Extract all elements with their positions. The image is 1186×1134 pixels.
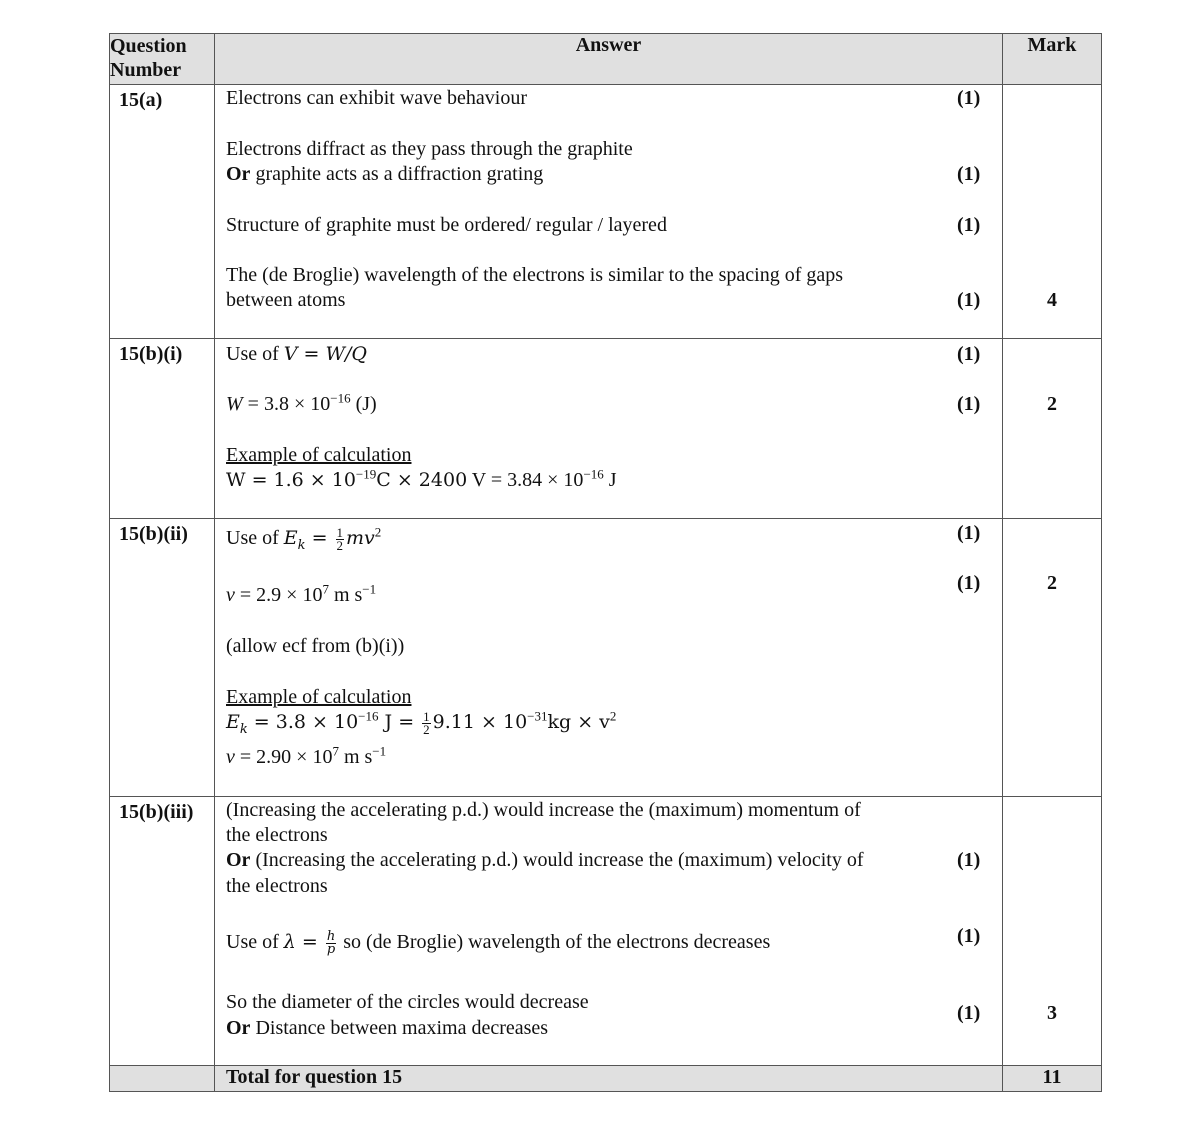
answer-line: Or Distance between maxima decreases [226, 1017, 549, 1039]
answer-text: graphite acts as a diffraction grating [250, 163, 544, 185]
answer-cell [215, 85, 1003, 339]
answer-line: Or (Increasing the accelerating p.d.) would increase the (maximum) velocity of [226, 849, 864, 871]
or-label: Or [226, 1017, 251, 1039]
mark-cell [1003, 797, 1102, 1066]
answer-line: Use of V = W/Q [226, 343, 367, 365]
answer-line: between atoms [226, 289, 346, 311]
mark-cell [1003, 85, 1102, 339]
point-mark: (1) [957, 343, 981, 365]
answer-line: $W = 3.8 \times 10^{-16}$ (J) [226, 390, 377, 415]
answer-line: Structure of graphite must be ordered/ regular / layered [226, 214, 667, 236]
header-row [110, 34, 1102, 85]
mark-value: 3 [1047, 1002, 1057, 1024]
question-number: 15(a) [110, 85, 215, 339]
table-row [110, 85, 1102, 339]
answer-line: $v = 2.9 \times 10^7$ m $s^{-1}$ [226, 581, 377, 606]
total-row [110, 1066, 1102, 1092]
answer-line: $W = 1.6 \times 10^{-19}C \times 2400$ $V = 3.84 \times 10^{-16}$ J [226, 466, 617, 491]
table-row [110, 339, 1102, 519]
fraction: $\frac{1}{2}$ [336, 524, 344, 553]
mark-cell [1003, 339, 1102, 519]
fraction: $\frac{1}{2}$ [423, 708, 430, 737]
answer-line: Use of $E_k$ = $\frac{1}{2}$ $mv^2$ [226, 524, 382, 553]
mark-cell [1003, 519, 1102, 797]
point-mark: (1) [957, 163, 981, 185]
point-mark: (1) [957, 289, 981, 311]
question-number: 15(b)(i) [110, 339, 215, 519]
answer-line: the electrons [226, 824, 328, 846]
formula: V = W/Q [283, 343, 367, 365]
answer-line: $E_k = 3.8 \times 10^{-16}$ J = $\frac{1}{2}$ $9.11 \times 10^{-31}kg \times v^2$ [226, 708, 617, 737]
answer-line: $v = 2.90 \times 10^7$ m $s^{-1}$ [226, 743, 387, 768]
mark-header: Mark [1003, 34, 1102, 85]
answer-line [226, 162, 543, 187]
mark-value: 4 [1047, 289, 1057, 311]
fraction: $\frac{h}{p}$ [326, 928, 336, 957]
answer-header: Answer [215, 34, 1003, 85]
answer-cell [215, 519, 1003, 797]
example-heading: Example of calculation [226, 444, 412, 466]
point-mark: (1) [957, 1002, 981, 1024]
answer-line: Electrons can exhibit wave behaviour [226, 87, 527, 109]
mark-scheme-table [109, 33, 1102, 1092]
table-row [110, 797, 1102, 1066]
mark-value: 2 [1047, 393, 1057, 415]
or-label: Or [226, 849, 251, 871]
answer-line: (allow ecf from (b)(i)) [226, 635, 405, 657]
answer-cell [215, 797, 1003, 1066]
point-mark: (1) [957, 849, 981, 871]
example-heading: Example of calculation [226, 686, 412, 708]
or-label: Or [226, 163, 251, 185]
point-mark: (1) [957, 87, 981, 109]
table-row [110, 519, 1102, 797]
point-mark: (1) [957, 393, 981, 415]
question-number: 15(b)(iii) [110, 797, 215, 1066]
point-mark: (1) [957, 214, 981, 236]
answer-line: (Increasing the accelerating p.d.) would increase the (maximum) momentum of [226, 799, 861, 821]
answer-line: the electrons [226, 875, 328, 897]
total-spacer [110, 1066, 215, 1092]
point-mark: (1) [957, 572, 981, 594]
answer-line: So the diameter of the circles would decrease [226, 991, 589, 1013]
answer-line: Use of λ = $\frac{h}{p}$ so (de Broglie) wavelength of the electrons decreases [226, 928, 771, 957]
answer-cell [215, 339, 1003, 519]
question-number: 15(b)(ii) [110, 519, 215, 797]
total-label: Total for question 15 [215, 1066, 1003, 1092]
point-mark: (1) [957, 925, 981, 947]
answer-line: The (de Broglie) wavelength of the electrons is similar to the spacing of gaps [226, 264, 844, 286]
mark-value: 2 [1047, 572, 1057, 594]
answer-line: Electrons diffract as they pass through the graphite [226, 138, 633, 160]
question-number-header: Question Number [110, 34, 215, 85]
total-mark: 11 [1003, 1066, 1102, 1092]
point-mark: (1) [957, 522, 981, 544]
